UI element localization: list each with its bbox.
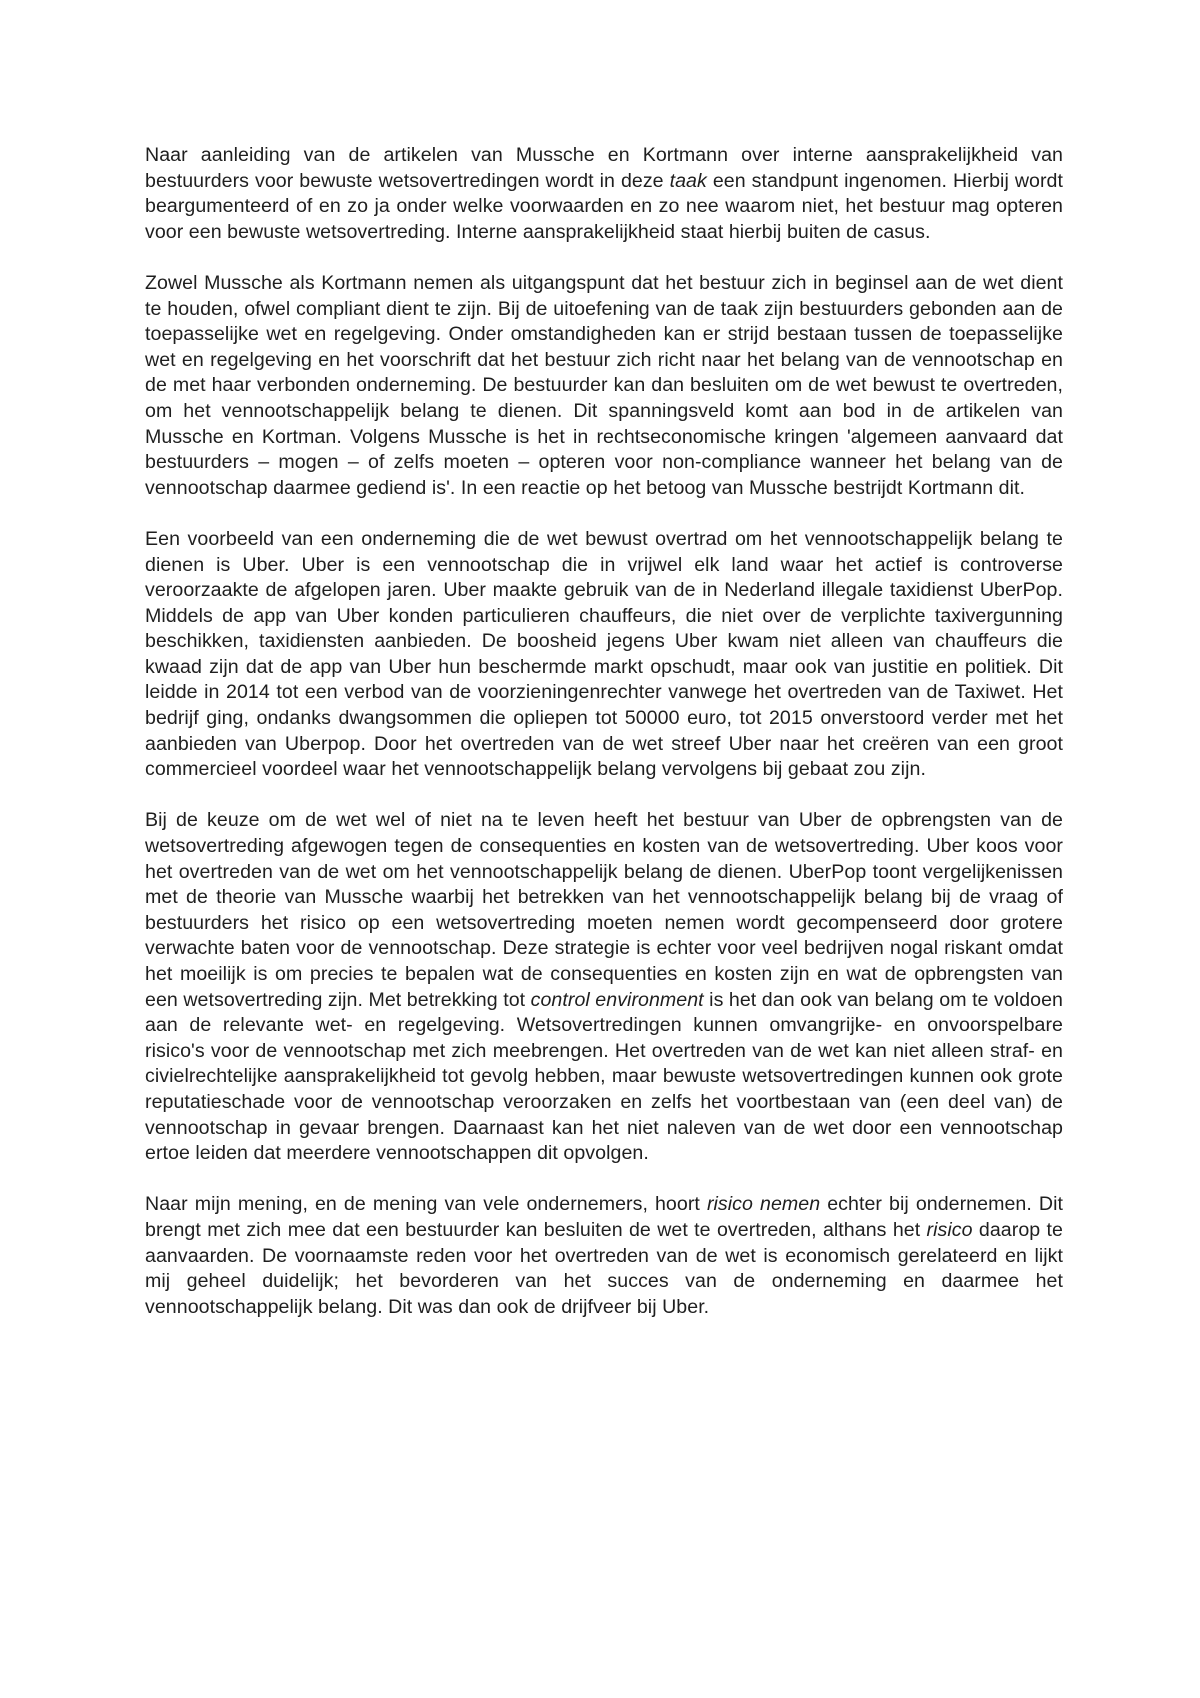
italic-text-run: risico nemen [706,1193,821,1216]
paragraph-2 [145,271,1063,501]
paragraph-4 [145,808,1063,1166]
italic-text-run: control environment [530,988,704,1011]
text-run: is het dan ook van belang om te voldoen aan de relevante wet- en regelgeving. Wetsovertredingen kunnen omvangrijke- en onvoorspelbare risico's voor de vennootschap met zich meebrengen. Het overtreden van de wet kan niet alleen straf- en civielrechtelijke aansprakelijkheid tot gevolg hebben, maar bewuste wetsovertredingen kunnen ook grote reputatieschade voor de vennootschap veroorzaken en zelfs het voortbestaan van (een deel van) de vennootschap in gevaar brengen. Daarnaast kan het niet naleven van de wet door een vennootschap ertoe leiden dat meerdere vennootschappen dit opvolgen. [145,988,1063,1165]
text-run: Naar aanleiding van de artikelen van Mussche en Kortmann over interne aansprakelijkheid van bestuurders voor bewuste wetsovertredingen wordt in deze [145,144,1063,192]
text-run: Een voorbeeld van een onderneming die de wet bewust overtrad om het vennootschappelijk belang te dienen is Uber. Uber is een vennootschap die in vrijwel elk land waar het actief is controverse veroorzaakte de afgelopen jaren. Uber maakte gebruik van de in Nederland illegale taxidienst UberPop. Middels de app van Uber konden particulieren chauffeurs, die niet over de verplichte taxivergunning beschikken, taxidiensten aanbieden. De boosheid jegens Uber kwam niet alleen van chauffeurs die kwaad zijn dat de app van Uber hun beschermde markt opschudt, maar ook van justitie en politiek. Dit leidde in 2014 tot een verbod van de voorzieningenrechter vanwege het overtreden van de Taxiwet. Het bedrijf ging, ondanks dwangsommen die opliepen tot 50000 euro, tot 2015 onverstoord verder met het aanbieden van Uberpop. Door het overtreden van de wet streef Uber naar het creëren van een groot commercieel voordeel waar het vennootschappelijk belang vervolgens bij gebaat zou zijn. [145,527,1063,781]
text-run: een standpunt ingenomen. Hierbij wordt beargumenteerd of en zo ja onder welke voorwaarden en zo nee waarom niet, het bestuur mag opteren voor een bewuste wetsovertreding. Interne aansprakelijkheid staat hierbij buiten de casus. [145,169,1063,243]
text-run: Naar mijn mening, en de mening van vele ondernemers, hoort [145,1193,707,1216]
text-run: Zowel Mussche als Kortmann nemen als uitgangspunt dat het bestuur zich in beginsel aan de wet dient te houden, ofwel compliant dient te zijn. Bij de uitoefening van de taak zijn bestuurders gebonden aan de toepasselijke wet en regelgeving. Onder omstandigheden kan er strijd bestaan tussen de toepasselijke wet en regelgeving en het voorschrift dat het bestuur zich richt naar het belang van de vennootschap en de met haar verbonden onderneming. De bestuurder kan dan besluiten om de wet bewust te overtreden, om het vennootschappelijk belang te dienen. Dit spanningsveld komt aan bod in de artikelen van Mussche en Kortman. Volgens Mussche is het in rechtseconomische kringen 'algemeen aanvaard dat bestuurders – mogen – of zelfs moeten – opteren voor non-compliance wanneer het belang van de vennootschap daarmee gediend is'. In een reactie op het betoog van Mussche bestrijdt Kortmann dit. [145,271,1063,499]
italic-text-run: risico [926,1218,973,1241]
paragraph-3 [145,527,1063,783]
paragraph-5 [145,1192,1063,1320]
paragraph-1 [145,143,1063,245]
italic-text-run: taak [669,169,707,192]
document-body [145,143,1063,1320]
text-run: Bij de keuze om de wet wel of niet na te leven heeft het bestuur van Uber de opbrengsten van de wetsovertreding afgewogen tegen de consequenties en kosten van de wetsovertreding. Uber koos voor het overtreden van de wet om het vennootschappelijk belang de dienen. UberPop toont vergelijkenissen met de theorie van Mussche waarbij het betrekken van het vennootschappelijk belang bij de vraag of bestuurders het risico op een wetsovertreding moeten nemen wordt gecompenseerd door grotere verwachte baten voor de vennootschap. Deze strategie is echter voor veel bedrijven nogal riskant omdat het moeilijk is om precies te bepalen wat de consequenties en kosten zijn en wat de opbrengsten van een wetsovertreding zijn. Met betrekking tot [145,809,1063,1011]
text-run: daarop te aanvaarden. De voornaamste reden voor het overtreden van de wet is economisch gerelateerd en lijkt mij geheel duidelijk; het bevorderen van het succes van de onderneming en daarmee het vennootschappelijk belang. Dit was dan ook de drijfveer bij Uber. [145,1218,1063,1318]
text-run: echter bij ondernemen. Dit brengt met zich mee dat een bestuurder kan besluiten de wet te overtreden, althans het [145,1193,1063,1241]
